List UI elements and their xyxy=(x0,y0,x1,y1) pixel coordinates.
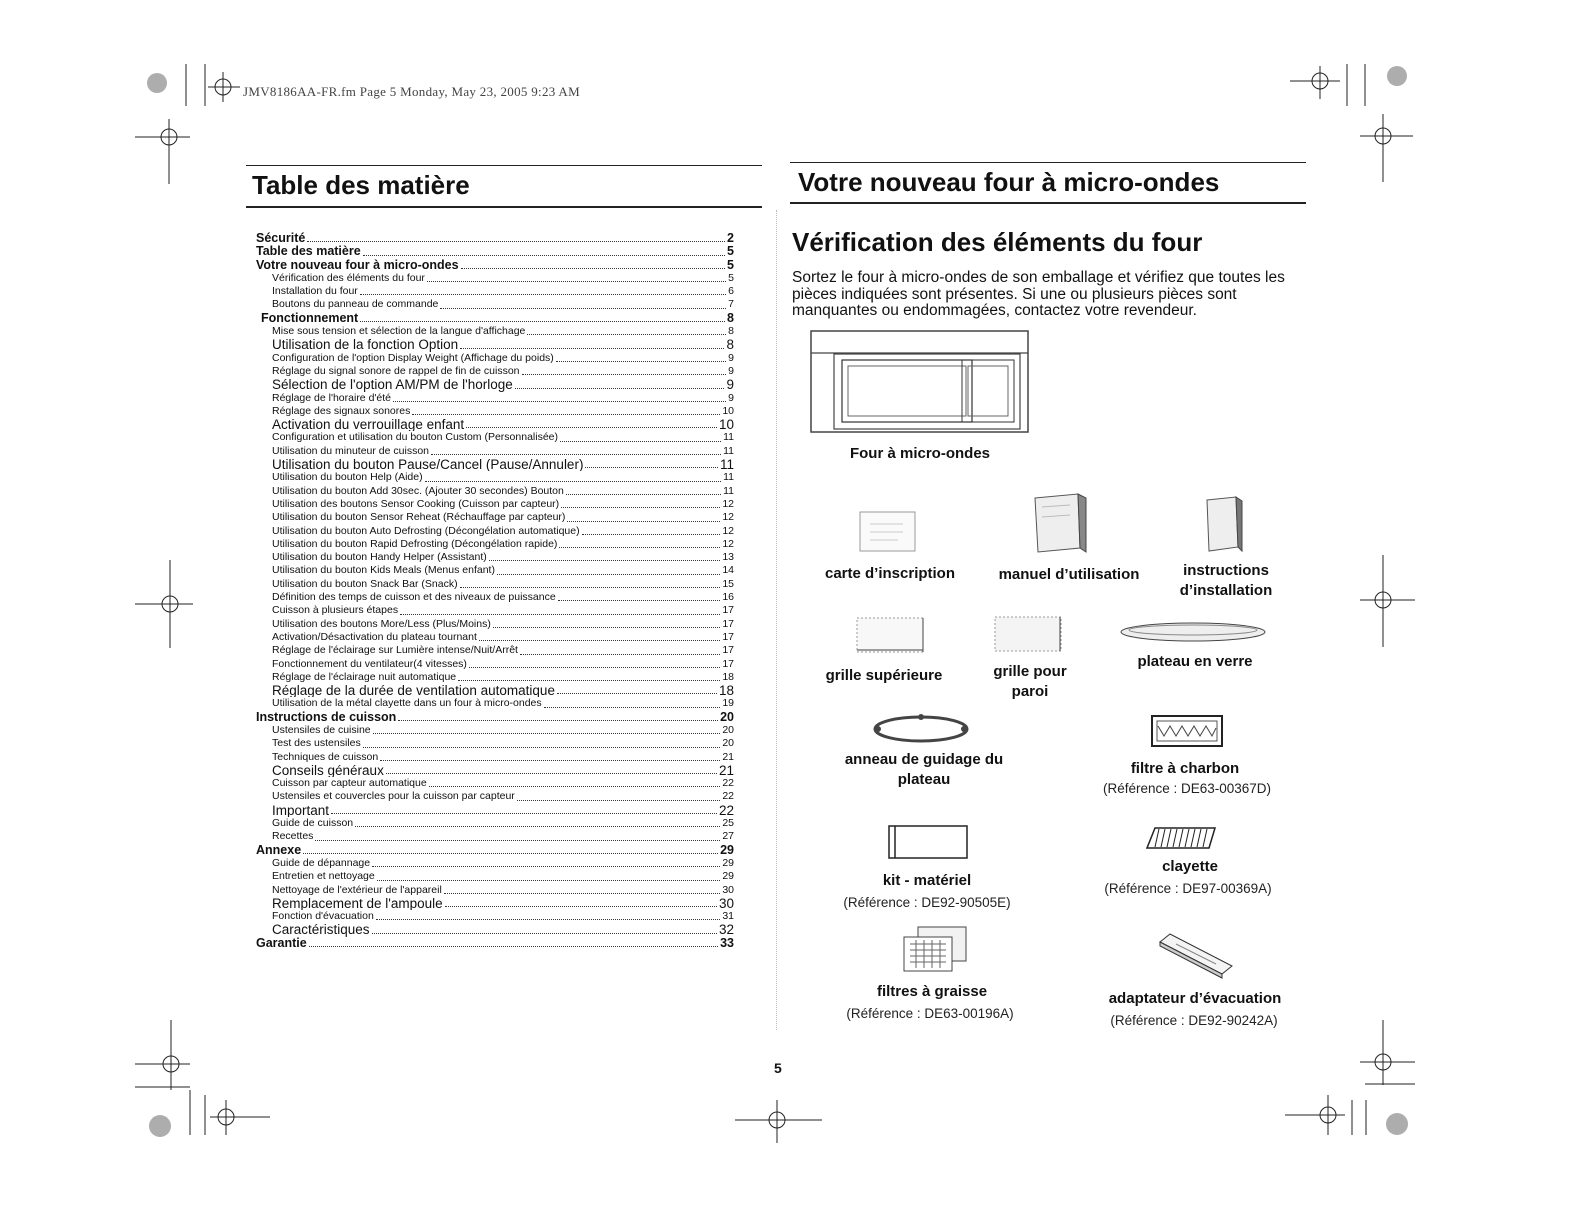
section-title-rule-bottom xyxy=(790,202,1306,204)
toc-entry-label: Ustensiles et couvercles pour la cuisson par capteur xyxy=(272,790,515,803)
toc-entry-page: 17 xyxy=(722,630,734,643)
toc-leader-dots xyxy=(425,481,722,482)
toc-entry xyxy=(256,365,734,378)
toc-entry-page: 12 xyxy=(722,497,734,510)
toc-entry-label: Fonctionnement du ventilateur(4 vitesses) xyxy=(272,657,467,670)
toc-entry xyxy=(256,431,734,444)
charcoal-filter-label: filtre à charbon xyxy=(1130,760,1240,777)
toc-entry xyxy=(256,471,734,484)
toc-leader-dots xyxy=(560,441,721,442)
toc-leader-dots xyxy=(466,427,717,428)
toc-entry xyxy=(256,618,734,631)
toc-entry-page: 29 xyxy=(722,856,734,869)
toc-leader-dots xyxy=(559,547,720,548)
toc-entry xyxy=(256,591,734,604)
subtitle: Vérification des éléments du four xyxy=(792,227,1203,257)
toc-entry-page: 27 xyxy=(722,830,734,843)
toc-leader-dots xyxy=(355,826,720,827)
toc-entry-label: Table des matière xyxy=(256,245,361,259)
grease-filters-label: filtres à graisse xyxy=(876,983,988,1000)
toc-leader-dots xyxy=(386,773,717,774)
toc-leader-dots xyxy=(497,574,720,575)
toc-entry-page: 17 xyxy=(722,617,734,630)
toc-entry xyxy=(256,245,734,258)
toc-leader-dots xyxy=(412,414,720,415)
toc-leader-dots xyxy=(444,893,721,894)
toc-entry-label: Définition des temps de cuisson et des niveaux de puissance xyxy=(272,591,556,604)
toc-entry-label: Utilisation du bouton Sensor Reheat (Réchauffage par capteur) xyxy=(272,511,566,524)
toc-entry-page: 9 xyxy=(726,378,734,392)
toc-entry-page: 33 xyxy=(720,936,734,950)
toc-entry-page: 11 xyxy=(723,471,734,484)
toc-entry-page: 18 xyxy=(722,670,734,683)
toc-entry-label: Réglage de l'éclairage nuit automatique xyxy=(272,670,457,683)
toc-entry-label: Recettes xyxy=(272,830,314,843)
toc-entry xyxy=(256,658,734,671)
toc-entry-label: Utilisation du bouton Kids Meals (Menus enfant) xyxy=(272,564,495,577)
toc-entry-page: 22 xyxy=(722,777,734,790)
toc-entry-page: 25 xyxy=(722,817,734,830)
toc-leader-dots xyxy=(566,494,721,495)
exhaust-adapter-image xyxy=(1156,930,1236,980)
toc-leader-dots xyxy=(363,747,721,748)
toc-entry-label: Installation du four xyxy=(272,285,358,298)
toc-entry-label: Fonctionnement xyxy=(261,311,359,325)
toc-entry-page: 15 xyxy=(722,577,734,590)
crop-mark-left-middle xyxy=(135,560,195,650)
toc-entry-label: Réglage de l'horaire d'été xyxy=(272,391,392,404)
toc-leader-dots xyxy=(558,600,721,601)
toc-entry xyxy=(256,259,734,272)
toc-entry-page: 6 xyxy=(728,285,734,298)
upper-rack-label: grille supérieure xyxy=(825,667,943,684)
toc-entry xyxy=(256,857,734,870)
crop-mark-bottom-center xyxy=(730,1095,825,1145)
toc-entry-page: 2 xyxy=(727,232,734,245)
toc-leader-dots xyxy=(377,880,721,881)
toc-entry-page: 21 xyxy=(722,750,734,763)
toc-entry-label: Guide de dépannage xyxy=(272,856,371,869)
toc-entry-label: Configuration et utilisation du bouton Custom (Personnalisée) xyxy=(272,431,558,444)
toc-entry-label: Votre nouveau four à micro-ondes xyxy=(256,258,459,272)
toc-entry-page: 11 xyxy=(719,458,734,472)
toc-leader-dots xyxy=(527,334,726,335)
glass-tray-image xyxy=(1118,618,1268,646)
toc-entry-page: 9 xyxy=(728,364,734,377)
toc-entry-page: 7 xyxy=(728,298,734,311)
toc-entry-page: 5 xyxy=(727,245,734,259)
toc-title: Table des matière xyxy=(252,170,470,200)
toc-leader-dots xyxy=(567,521,720,522)
toc-entry xyxy=(256,884,734,897)
toc-leader-dots xyxy=(440,308,726,309)
toc-entry-label: Techniques de cuisson xyxy=(272,750,379,763)
toc-entry-label: Réglage des signaux sonores xyxy=(272,404,411,417)
toc-entry-label: Réglage de la durée de ventilation automatique xyxy=(272,684,555,698)
toc-leader-dots xyxy=(303,853,718,854)
toc-leader-dots xyxy=(380,760,720,761)
toc-leader-dots xyxy=(489,560,721,561)
toc-entry-label: Nettoyage de l'extérieur de l'appareil xyxy=(272,883,442,896)
toc-entry-label: Utilisation des boutons More/Less (Plus/Moins) xyxy=(272,617,491,630)
wall-rack-label: grille pour paroi xyxy=(993,663,1067,700)
toc-leader-dots xyxy=(373,733,721,734)
toc-entry-label: Utilisation du bouton Handy Helper (Assistant) xyxy=(272,551,487,564)
toc-leader-dots xyxy=(461,268,725,269)
toc-leader-dots xyxy=(561,507,720,508)
rack-clayette-label: clayette xyxy=(1162,858,1218,875)
toc-entry-page: 9 xyxy=(728,391,734,404)
toc-leader-dots xyxy=(376,919,720,920)
toc-entry-page: 8 xyxy=(726,338,734,352)
toc-entry-page: 18 xyxy=(718,684,734,698)
toc-entry-page: 9 xyxy=(728,351,734,364)
toc-entry xyxy=(256,897,734,910)
toc-entry-page: 21 xyxy=(718,763,734,778)
toc-leader-dots xyxy=(363,255,725,256)
toc-entry-label: Ustensiles de cuisine xyxy=(272,723,371,736)
toc-entry-label: Fonction d'évacuation xyxy=(272,910,374,923)
toc-entry xyxy=(256,272,734,285)
toc-leader-dots xyxy=(493,627,720,628)
toc-entry-page: 30 xyxy=(718,896,734,911)
toc-entry-page: 5 xyxy=(727,258,734,272)
toc-entry-page: 12 xyxy=(722,524,734,537)
toc-leader-dots xyxy=(400,614,720,615)
toc-entry xyxy=(256,923,734,936)
toc-entry-page: 17 xyxy=(722,657,734,670)
toc-leader-dots xyxy=(556,361,726,362)
toc-entry-page: 32 xyxy=(718,923,734,937)
registration-card-label: carte d’inscription xyxy=(824,565,956,582)
toc-entry-page: 30 xyxy=(722,883,734,896)
page-number: 5 xyxy=(774,1060,782,1076)
toc-leader-dots xyxy=(427,281,726,282)
section-title-rule-top xyxy=(790,162,1306,163)
toc-leader-dots xyxy=(315,840,720,841)
toc-leader-dots xyxy=(372,933,717,934)
toc-leader-dots xyxy=(398,720,718,721)
toc-entry xyxy=(256,405,734,418)
grease-filters-ref: (Référence : DE63-00196A) xyxy=(846,1006,1014,1021)
toc-entry-page: 11 xyxy=(723,431,734,444)
toc-entry xyxy=(256,910,734,923)
rack-clayette-image xyxy=(1145,826,1219,852)
toc-entry-label: Instructions de cuisson xyxy=(256,710,397,724)
toc-entry-page: 19 xyxy=(722,697,734,710)
toc-entry-page: 10 xyxy=(722,404,734,417)
toc-entry xyxy=(256,458,734,471)
crop-marks-top-right xyxy=(1285,64,1425,194)
toc-entry xyxy=(256,697,734,710)
toc-leader-dots xyxy=(309,946,718,947)
hardware-kit-label: kit - matériel xyxy=(882,872,972,889)
toc-entry-label: Utilisation du bouton Rapid Defrosting (Décongélation rapide) xyxy=(272,537,558,550)
toc-entry-page: 31 xyxy=(722,910,734,923)
toc-entry xyxy=(256,511,734,524)
intro-text: Sortez le four à micro-ondes de son emballage et vérifiez que toutes les pièces indiquées sont présentes. Si une ou plusieurs pièces sont manquantes ou endommagées, contactez votre revendeur. xyxy=(792,269,1285,319)
crop-mark-right-middle xyxy=(1355,555,1420,650)
toc-entry xyxy=(256,844,734,857)
section-title: Votre nouveau four à micro-ondes xyxy=(798,167,1220,197)
toc-entry-label: Garantie xyxy=(256,936,307,950)
toc-entry xyxy=(256,298,734,311)
turntable-ring-label: anneau de guidage du plateau xyxy=(844,751,1004,788)
toc-entry-page: 22 xyxy=(722,790,734,803)
toc-entry-label: Utilisation de la métal clayette dans un four à micro-ondes xyxy=(272,697,542,710)
toc-entry xyxy=(256,564,734,577)
toc-leader-dots xyxy=(515,388,725,389)
toc-entry xyxy=(256,551,734,564)
toc-entry-label: Caractéristiques xyxy=(272,923,370,937)
toc-entry xyxy=(256,378,734,391)
toc-entry xyxy=(256,671,734,684)
toc-entry xyxy=(256,790,734,803)
toc-entry xyxy=(256,937,734,950)
toc-entry xyxy=(256,338,734,351)
toc-leader-dots xyxy=(582,534,721,535)
hardware-kit-ref: (Référence : DE92-90505E) xyxy=(843,895,1011,910)
toc-leader-dots xyxy=(469,667,720,668)
toc-entry-label: Cuisson par capteur automatique xyxy=(272,777,427,790)
toc-entry-label: Test des ustensiles xyxy=(272,737,361,750)
toc-entry xyxy=(256,644,734,657)
toc-entry-label: Entretien et nettoyage xyxy=(272,870,375,883)
toc-leader-dots xyxy=(429,786,721,787)
toc-leader-dots xyxy=(479,640,720,641)
table-of-contents xyxy=(256,232,734,950)
toc-entry xyxy=(256,804,734,817)
glass-tray-label: plateau en verre xyxy=(1137,653,1253,670)
toc-entry-page: 12 xyxy=(722,537,734,550)
toc-leader-dots xyxy=(445,906,717,907)
toc-entry xyxy=(256,631,734,644)
toc-entry xyxy=(256,352,734,365)
toc-leader-dots xyxy=(460,348,724,349)
toc-entry xyxy=(256,312,734,325)
toc-leader-dots xyxy=(520,654,720,655)
charcoal-filter-ref: (Référence : DE63-00367D) xyxy=(1102,781,1272,796)
toc-leader-dots xyxy=(557,693,717,694)
toc-entry xyxy=(256,578,734,591)
toc-entry xyxy=(256,764,734,777)
toc-entry-label: Annexe xyxy=(256,843,302,857)
toc-entry xyxy=(256,684,734,697)
toc-entry-page: 29 xyxy=(720,843,734,857)
toc-entry-label: Utilisation du bouton Pause/Cancel (Pause/Annuler) xyxy=(272,458,584,472)
toc-entry-label: Utilisation du bouton Auto Defrosting (Décongélation automatique) xyxy=(272,524,580,537)
grease-filters-image xyxy=(900,924,970,976)
toc-entry xyxy=(256,711,734,724)
toc-entry-page: 20 xyxy=(720,710,734,724)
charcoal-filter-image xyxy=(1150,714,1226,750)
toc-entry-label: Mise sous tension et sélection de la langue d'affichage xyxy=(272,325,526,338)
toc-entry-page: 17 xyxy=(722,604,734,617)
toc-entry-page: 20 xyxy=(722,723,734,736)
toc-entry-page: 8 xyxy=(728,325,734,338)
page-header: JMV8186AA-FR.fm Page 5 Monday, May 23, 2005 9:23 AM xyxy=(243,84,580,99)
toc-entry-page: 11 xyxy=(723,444,734,457)
toc-entry-label: Vérification des éléments du four xyxy=(272,271,425,284)
toc-entry-page: 12 xyxy=(722,511,734,524)
toc-entry-label: Activation du verrouillage enfant xyxy=(272,418,465,432)
toc-entry-page: 16 xyxy=(722,591,734,604)
oven-label: Four à micro-ondes xyxy=(849,445,991,462)
toc-entry xyxy=(256,751,734,764)
toc-entry-label: Boutons du panneau de commande xyxy=(272,298,439,311)
registration-card-image xyxy=(858,510,918,554)
toc-leader-dots xyxy=(372,866,720,867)
exhaust-adapter-ref: (Référence : DE92-90242A) xyxy=(1110,1013,1278,1028)
toc-entry-label: Utilisation du bouton Help (Aide) xyxy=(272,471,423,484)
user-manual-label: manuel d’utilisation xyxy=(998,566,1140,583)
toc-leader-dots xyxy=(458,680,720,681)
toc-entry-page: 5 xyxy=(728,271,734,284)
toc-leader-dots xyxy=(585,467,718,468)
toc-entry xyxy=(256,830,734,843)
toc-leader-dots xyxy=(307,241,725,242)
installation-instructions-image xyxy=(1204,495,1246,553)
toc-entry-label: Remplacement de l'ampoule xyxy=(272,896,443,911)
toc-leader-dots xyxy=(331,813,717,814)
crop-marks-top-left xyxy=(130,64,260,194)
installation-instructions-label: instructions d’installation xyxy=(1179,562,1273,599)
toc-entry-label: Sécurité xyxy=(256,232,306,245)
toc-entry-label: Réglage du signal sonore de rappel de fin de cuisson xyxy=(272,364,520,377)
toc-entry xyxy=(256,325,734,338)
toc-entry-label: Utilisation de la fonction Option xyxy=(272,338,459,352)
toc-entry xyxy=(256,285,734,298)
toc-leader-dots xyxy=(544,707,721,708)
turntable-ring-image xyxy=(870,712,972,746)
microwave-oven-image xyxy=(810,330,1030,434)
exhaust-adapter-label: adaptateur d’évacuation xyxy=(1108,990,1282,1007)
toc-entry xyxy=(256,485,734,498)
toc-entry-label: Guide de cuisson xyxy=(272,817,354,830)
hardware-kit-image xyxy=(885,820,973,862)
toc-entry-page: 11 xyxy=(723,484,734,497)
toc-entry xyxy=(256,498,734,511)
user-manual-image xyxy=(1030,492,1090,556)
toc-entry-page: 8 xyxy=(727,311,734,325)
toc-entry xyxy=(256,538,734,551)
rack-clayette-ref: (Référence : DE97-00369A) xyxy=(1104,881,1272,896)
toc-entry-label: Configuration de l'option Display Weight (Affichage du poids) xyxy=(272,351,554,364)
upper-rack-image xyxy=(854,612,926,656)
toc-entry xyxy=(256,724,734,737)
toc-leader-dots xyxy=(431,454,721,455)
toc-entry-page: 17 xyxy=(722,644,734,657)
toc-entry xyxy=(256,817,734,830)
toc-entry xyxy=(256,232,734,245)
toc-entry-label: Activation/Désactivation du plateau tournant xyxy=(272,630,477,643)
toc-entry-label: Réglage de l'éclairage sur Lumière intense/Nuit/Arrêt xyxy=(272,644,518,657)
toc-entry-page: 14 xyxy=(722,564,734,577)
toc-entry xyxy=(256,870,734,883)
toc-entry-label: Utilisation du bouton Snack Bar (Snack) xyxy=(272,577,458,590)
toc-entry xyxy=(256,418,734,431)
toc-entry-label: Utilisation des boutons Sensor Cooking (Cuisson par capteur) xyxy=(272,497,560,510)
toc-entry xyxy=(256,392,734,405)
toc-entry-page: 22 xyxy=(718,803,734,818)
crop-marks-bottom-right xyxy=(1280,1020,1420,1140)
crop-marks-bottom-left xyxy=(130,1020,280,1140)
toc-entry-label: Conseils généraux xyxy=(272,763,384,778)
toc-leader-dots xyxy=(522,374,727,375)
toc-entry-label: Utilisation du minuteur de cuisson xyxy=(272,444,429,457)
toc-title-rule-bottom xyxy=(246,206,762,208)
toc-entry-page: 29 xyxy=(722,870,734,883)
toc-leader-dots xyxy=(517,800,721,801)
toc-entry xyxy=(256,525,734,538)
toc-entry xyxy=(256,445,734,458)
toc-leader-dots xyxy=(360,321,725,322)
toc-entry-label: Important xyxy=(272,803,330,818)
toc-entry-label: Sélection de l'option AM/PM de l'horloge xyxy=(272,378,513,392)
toc-title-rule-top xyxy=(246,165,762,166)
toc-leader-dots xyxy=(360,294,726,295)
toc-leader-dots xyxy=(460,587,721,588)
toc-entry-page: 20 xyxy=(722,737,734,750)
page-divider xyxy=(776,210,777,1030)
toc-entry xyxy=(256,604,734,617)
toc-entry-page: 10 xyxy=(718,418,734,432)
toc-entry xyxy=(256,737,734,750)
wall-rack-image xyxy=(992,612,1064,656)
toc-entry xyxy=(256,777,734,790)
toc-entry-label: Utilisation du bouton Add 30sec. (Ajouter 30 secondes) Bouton xyxy=(272,484,564,497)
toc-entry-label: Cuisson à plusieurs étapes xyxy=(272,604,399,617)
toc-leader-dots xyxy=(393,401,726,402)
toc-entry-page: 13 xyxy=(722,551,734,564)
